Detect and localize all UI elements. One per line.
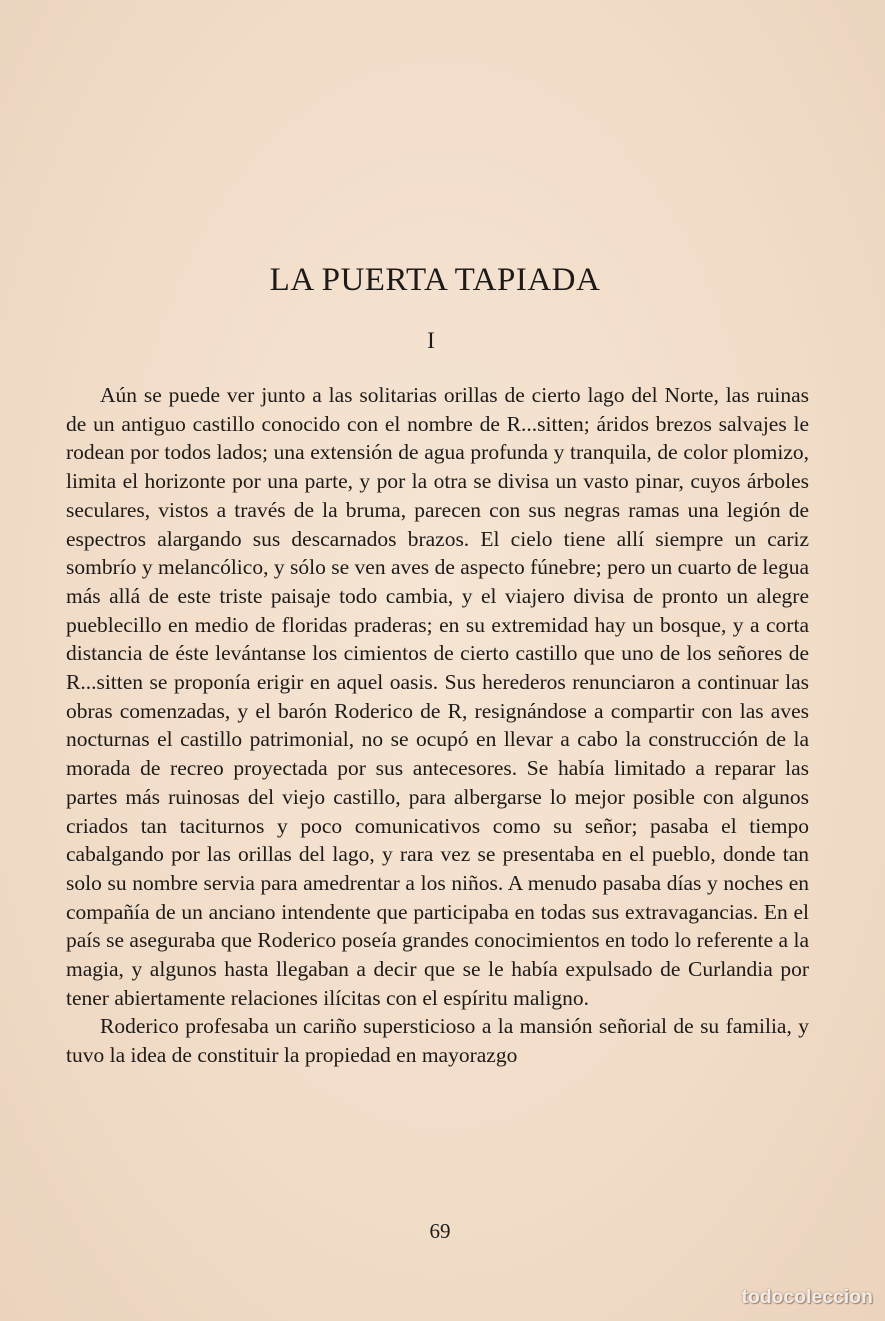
page-number: 69 <box>429 1219 451 1243</box>
page-title: LA PUERTA TAPIADA <box>269 262 601 298</box>
paragraph-1: Aún se puede ver junto a las solitarias orillas de cierto lago del Norte, las ruinas de un antiguo castillo conocido con el nombre de R...sitten; áridos brezos salvajes le rodean por todos lados; una extensión de agua profunda y tranquila, de color plomizo, limita el horizonte por una parte, y por la otra se divisa un vasto pinar, cuyos árboles seculares, vistos a través de la bruma, parecen con sus negras ramas una legión de espectros alargando sus descarnados brazos. El cielo tiene allí siempre un cariz sombrío y melancólico, y sólo se ven aves de aspecto fúnebre; pero un cuarto de legua más allá de este triste paisaje todo cambia, y el viajero divisa de pronto un alegre pueblecillo en medio de floridas praderas; en su extremidad hay un bosque, y a corta distancia de éste levántanse los cimientos de cierto castillo que uno de los señores de R...sitten se proponía erigir en aquel oasis. Sus herederos renunciaron a continuar las obras comenzadas, y el barón Roderico de R, resignándose a compartir con las aves nocturnas el castillo patrimonial, no se ocupó en llevar a cabo la construcción de la morada de recreo proyectada por sus antecesores. Se había limitado a reparar las partes más ruinosas del viejo castillo, para albergarse lo mejor posible con algunos criados tan taciturnos y poco comunicativos como su señor; pasaba el tiempo cabalgando por las orillas del lago, y rara vez se presentaba en el pueblo, donde tan solo su nombre servia para amedrentar a los niños. A menudo pasaba días y noches en compañía de un anciano intendente que participaba en todas sus extravagancias. En el país se aseguraba que Roderico poseía grandes conocimientos en todo lo referente a la magia, y algunos hasta llegaban a decir que se le había expulsado de Curlandia por tener abiertamente relaciones ilícitas con el espíritu maligno. <box>66 383 809 1010</box>
watermark: todocoleccion <box>741 1287 873 1308</box>
paragraph-2: Roderico profesaba un cariño supersticioso a la mansión señorial de su familia, y tuvo la idea de constituir la propiedad en mayorazgo <box>66 1014 809 1068</box>
chapter-number: I <box>427 328 435 353</box>
body-text <box>66 381 809 1070</box>
